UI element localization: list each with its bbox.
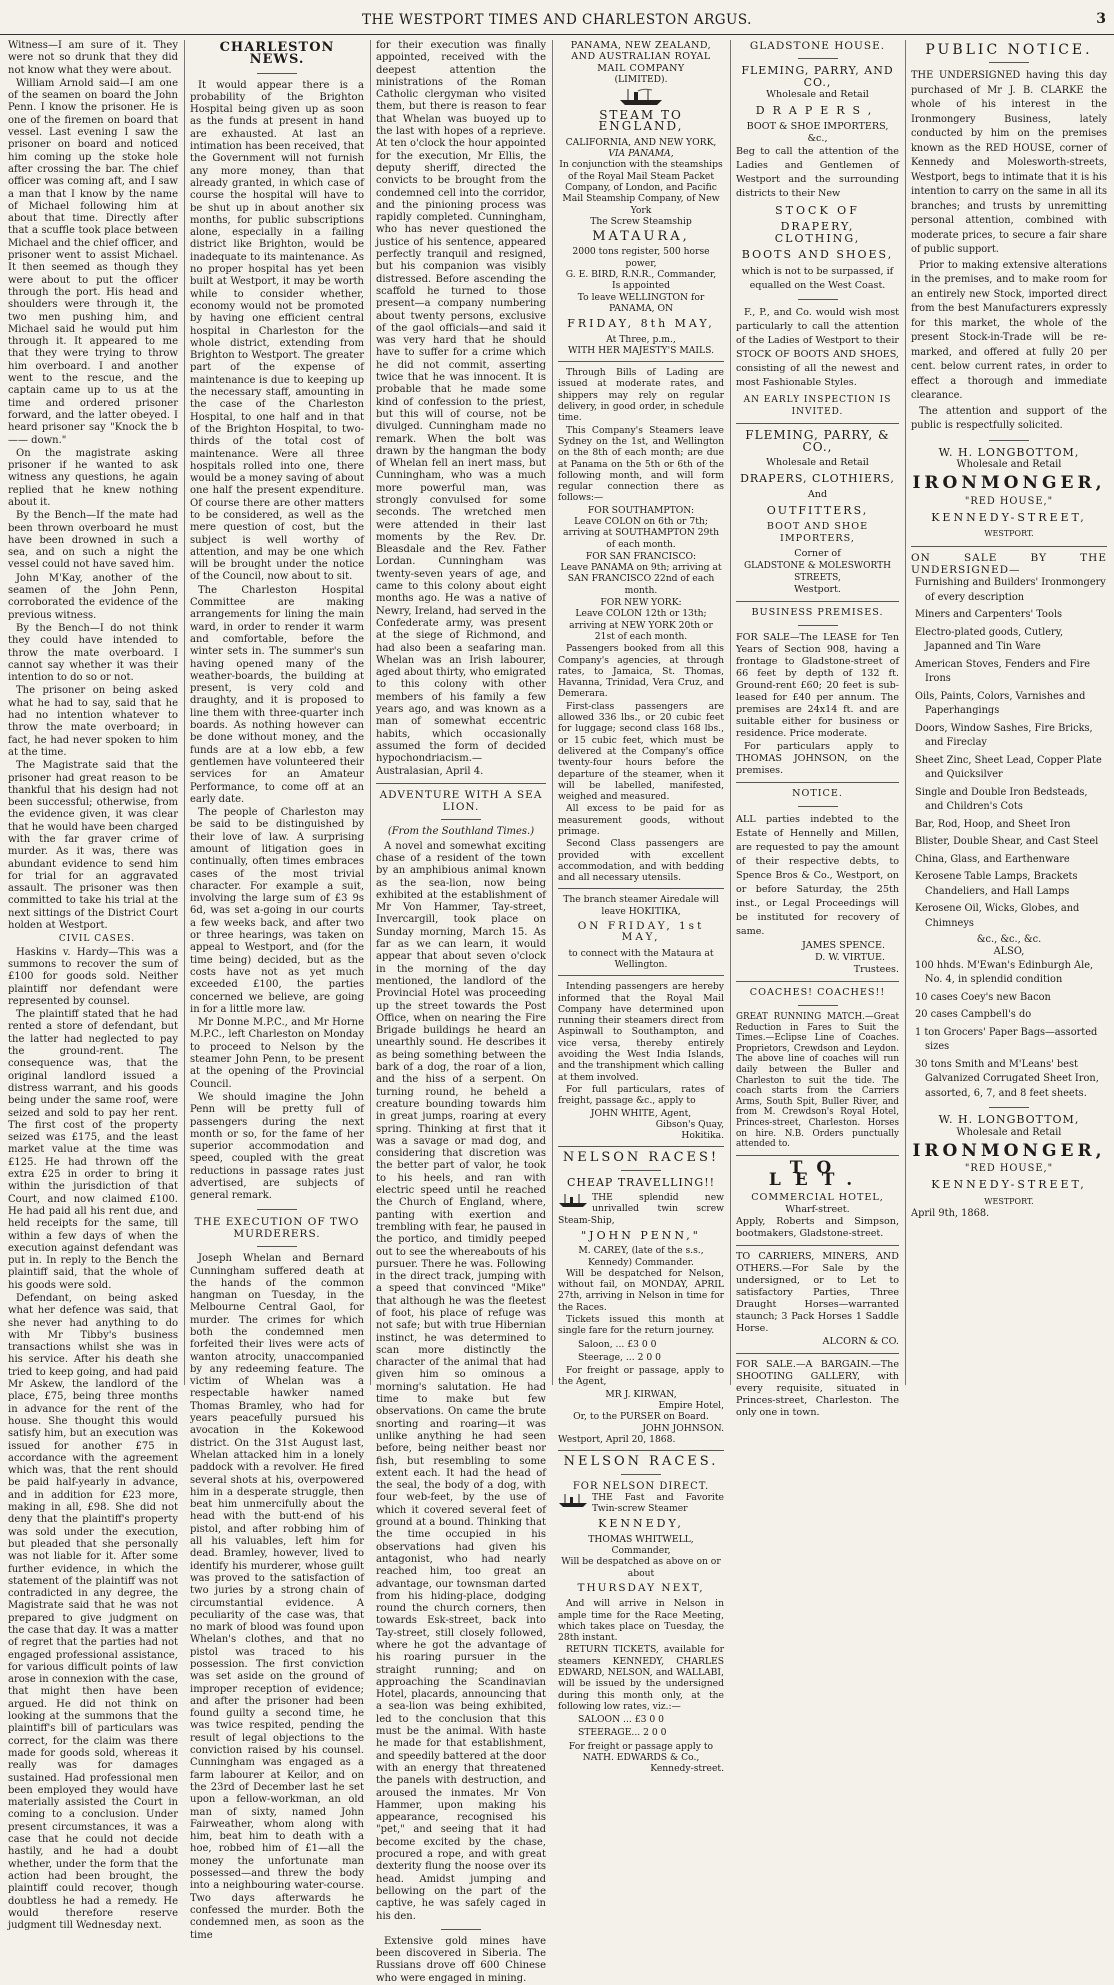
divider xyxy=(736,1353,899,1354)
agent-name: MR J. KIRWAN, xyxy=(605,1388,677,1400)
ad-line: Trustees. xyxy=(853,964,899,975)
fare-row: Saloon, ... £3 0 0 xyxy=(578,1338,657,1350)
ad-line: Wholesale and Retail xyxy=(766,457,869,468)
ship-name: MATAURA, xyxy=(592,229,690,245)
ad-heading: NELSON RACES. xyxy=(563,1454,719,1470)
ad-heading: FOR NELSON DIRECT. xyxy=(572,1480,710,1492)
ad-heading: PUBLIC NOTICE. xyxy=(925,42,1093,58)
fare-row xyxy=(578,1727,724,1738)
ad-heading: STEAM TO ENGLAND, xyxy=(598,108,684,134)
paragraph: Second Class passengers are provided with excellent accommodation, and with bedding and all necessary utensils. xyxy=(558,838,724,884)
column-execution-sealion xyxy=(376,40,546,1984)
page-number: 3 xyxy=(1096,11,1106,27)
ad-line: Corner of xyxy=(794,548,841,559)
ad-line: Kennedy-street. xyxy=(650,1763,724,1775)
paragraph: Witness—I am sure of it. They were not so drunk that they did not know what they were about. xyxy=(8,40,178,76)
ad-line: Wholesale and Retail xyxy=(956,1126,1062,1138)
sailing-date: FRIDAY, 8th MAY, xyxy=(567,317,715,331)
ad-line: For freight or passage apply to xyxy=(568,1740,714,1752)
ad-line: GLADSTONE & MOLESWORTH STREETS, xyxy=(743,561,891,583)
ad-heading: BOOTS AND SHOES, xyxy=(741,248,894,261)
fare-row: Steerage, ... 2 0 0 xyxy=(578,1351,661,1363)
ad-line: Hokitika. xyxy=(681,1130,724,1142)
ad-heading: CHEAP TRAVELLING!! xyxy=(566,1175,716,1189)
ad-line: KENNEDY-STREET, xyxy=(931,510,1087,524)
ad-line: to connect with the Mataura at Wellington. xyxy=(568,947,714,970)
ad-heading: NELSON RACES! xyxy=(562,1150,720,1166)
paragraph: By the Bench—If the mate had been thrown overboard he must have been drowned in such a sea, and on such a night the vessel could not have saved him. xyxy=(8,510,178,571)
fare-class: Steerage, xyxy=(578,1351,623,1363)
list-item: Electro-plated goods, Cutlery, Japanned and Tin Ware xyxy=(915,626,1064,653)
ad-line: Gibson's Quay, xyxy=(655,1118,724,1130)
paragraph: Intending passengers are hereby informed that the Royal Mail Company have determined upon running their steamers direct from Aspinwall to Southampton, and vice versa, thereby entirely avoiding the West India Islands, and the transhipment which calling at them involved. xyxy=(558,981,724,1083)
divider xyxy=(257,73,297,74)
signatory: JAMES SPENCE. xyxy=(801,940,885,951)
list-item: American Stoves, Fenders and Fire Irons xyxy=(915,658,1091,685)
paragraph: And will arrive in Nelson in ample time for the Race Meeting, which takes place on Tuesday, the 28th instant. xyxy=(558,1598,724,1644)
paragraph: Mr Donne M.P.C., and Mr Horne M.P.C., left Charleston on Monday to proceed to Nelson by the steamer John Penn, to be present at the opening of the Provincial Council. xyxy=(190,1017,364,1090)
paragraph: Haskins v. Hardy—This was a summons to recover the sum of £100 for goods sold. Neither plaintiff nor defendant were represented by counsel. xyxy=(8,946,178,1007)
paragraph: GREAT RUNNING MATCH.—Great Reduction in Fares to Suit the Times.—Eclipse Line of Coaches. Proprietors, Crewdson and Leydon. The above line of coaches will run daily between the Buller and Charleston to suit the tide. The coach starts from the Carriers Arms, South Spit, Buller River, and from M. Crewdson's Royal Hotel, Princes-street, Charleston. Horses on hire. N.B. Orders punctually attended to. xyxy=(736,1012,899,1150)
business-name: FLEMING, PARRY, AND CO., xyxy=(741,64,894,89)
paragraph: The prisoner on being asked what he had to say, said that he had no intention whatever to throw the mate overboard; in fact, he had never spoken to him at the time. xyxy=(8,685,178,758)
ad-line: WESTPORT. xyxy=(984,529,1034,539)
ad-line: &c., &c., &c. xyxy=(976,934,1042,946)
list-item: Kerosene Oil, Wicks, Globes, and Chimneys xyxy=(915,903,1080,929)
ad-line: M. CAREY, (late of the s.s., Kennedy) Commander. xyxy=(578,1245,704,1268)
divider xyxy=(441,819,481,820)
ad-line: Wharf-street. xyxy=(785,1203,850,1215)
ad-line: To leave WELLINGTON for PANAMA, ON xyxy=(577,291,705,314)
fare-class: Saloon, xyxy=(578,1338,613,1350)
signatory: ALCORN & CO. xyxy=(822,1335,899,1347)
article-heading: CHARLESTON NEWS. xyxy=(219,40,335,68)
ad-line: Westport. xyxy=(794,584,841,595)
ad-heading: OUTFITTERS, xyxy=(766,504,869,517)
ad-line: VIA PANAMA, xyxy=(608,148,674,160)
paragraph: FOR SALE.—A BARGAIN.—The SHOOTING GALLERY, with every requisite, situated in Princes-street, Charleston. The only one in town. xyxy=(736,1358,899,1418)
paragraph: Through Bills of Lading are issued at moderate rates, and shippers may rely on regular delivery, in good order, in schedule time. xyxy=(558,367,724,424)
ad-heading: STOCK OF xyxy=(775,204,860,217)
paragraph: A novel and somewhat exciting chase of a resident of the town by an amphibious animal known as the sea-lion, now being exhibited at the establishment of Mr Von Hammer, Tay-street, Invercargill, took place on Sunday morning, March 15. As far as we can learn, it would appear that about seven o'clock in the morning of the day mentioned, the landlord of the Provincial Hotel was proceeding up the street towards the Post Office, when on nearing the Fire Brigade buildings he heard an unearthly sound. He describes it as being something between the bark of a dog, the roar of a lion, and the hiss of a serpent. On turning round, he beheld a creature bounding towards him in great jumps, roaring at every spring. Thinking at first that it was a savage or mad dog, and considering that discretion was the better part of valor, he took to his heels, and ran with electric speed until he reached the Church of England, where, panting with exertion and trembling with fear, he paused in the portico, and timidly peeped out to see the whereabouts of his pursuer. There he was. Following in the direct track, jumping with a speed that convinced "Mike" that although he was the fleetest of foot, his place of refuge was not safe; but with true Hibernian instinct, he was determined to scan more distinctly the character of the animal that had given him so ominous a morning's salutation. He had time to make but few observations. On came the brute snorting and roaring—it was unlike anything he had seen before, being neither beast nor fish, but resembling to some extent each. It had the head of the seal, the body of a dog, with four web-feet, by the use of which it covered several feet of ground at a bound. Thinking that the time occupied in his observations had given his antagonist, who had nearly reached him, too great an advantage, our townsman darted from his hiding-place, dodging round the church corners, then towards Esk-street, back into Tay-street, still closely followed, where he got the advantage of his roaring pursuer in the straight running; and on approaching the Scandinavian Hotel, placards, announcing that a sea-lion was being exhibited, led to the conclusion that this must be the animal. With haste he made for that establishment, and speedily battered at the door with an energy that threatened the panels with destruction, and aroused the inmates. Mr Von Hammer, upon making his appearance, recognised his "pet," and seeing that it had become excited by the chase, procured a rope, and with great dexterity flung the noose over its head. Amidst jumping and bellowing on the part of the captive, he was safely caged in his den. xyxy=(376,840,546,1922)
ad-line: KENNEDY-STREET, xyxy=(931,1178,1087,1192)
fare-price: £3 0 0 xyxy=(634,1714,664,1726)
ad-heading: IRONMONGER, xyxy=(912,1140,1106,1161)
ad-line: WESTPORT. xyxy=(984,1196,1034,1206)
column-ironmonger-ads xyxy=(911,40,1107,1385)
ad-line: Is appointed xyxy=(612,280,670,292)
paragraph: ALL parties indebted to the Estate of Hennelly and Millen, are requested to pay the amount of their respective debts, to Spence Bros & Co., Westport, on or before Saturday, the 25th inst., or Legal Proceedings will be instituted for recovery of same. xyxy=(736,814,899,937)
ad-line: The branch steamer Airedale will leave HOKITIKA, xyxy=(563,894,719,917)
column-shipping-ads xyxy=(558,40,724,1775)
list-item: Doors, Window Sashes, Fire Bricks, and Fireclay xyxy=(915,722,1093,749)
ad-line: ALSO, xyxy=(993,946,1025,958)
list-item: Oils, Paints, Colors, Varnishes and Paperhangings xyxy=(915,690,1086,717)
divider xyxy=(798,299,838,300)
divider xyxy=(989,440,1029,441)
agent-name: NATH. EDWARDS & Co., xyxy=(582,1752,700,1764)
divider xyxy=(558,888,724,889)
list-item: Bar, Rod, Hoop, and Sheet Iron xyxy=(915,818,1071,830)
ship-name: KENNEDY, xyxy=(598,1517,684,1531)
company-name: PANAMA, NEW ZEALAND, AND AUSTRALIAN ROYAL MAIL COMPANY xyxy=(570,40,712,74)
route-heading: FOR SAN FRANCISCO: xyxy=(585,550,697,562)
list-item: 1 ton Grocers' Paper Bags—assorted sizes xyxy=(915,1026,1098,1053)
divider xyxy=(798,1005,838,1006)
column-rule xyxy=(905,40,906,1385)
signatory: D. W. VIRTUE. xyxy=(814,952,885,963)
ad-line: Or, to the PURSER on Board. xyxy=(573,1411,709,1423)
ad-line: Wholesale and Retail xyxy=(766,89,869,100)
list-item: Blister, Double Shear, and Cast Steel xyxy=(915,836,1099,848)
paragraph: All excess to be paid for as measurement goods, without primage. xyxy=(558,803,724,837)
section-heading: CIVIL CASES. xyxy=(58,934,136,945)
divider xyxy=(736,782,899,783)
divider xyxy=(911,546,1107,547)
paragraph: Tickets issued this month at single fare for the return journey. xyxy=(558,1313,724,1337)
ad-line: CALIFORNIA, AND NEW YORK, xyxy=(565,136,717,148)
ad-text: THE Fast and Favorite Twin-screw Steamer xyxy=(592,1491,724,1515)
paragraph xyxy=(558,1192,724,1226)
ad-heading: ON SALE BY THE UNDERSIGNED— xyxy=(911,551,1107,576)
paragraph xyxy=(558,1492,724,1515)
paragraph: Joseph Whelan and Bernard Cunningham suffered death at the hands of the common hangman on Tuesday, in the Melbourne Central Gaol, for murder. The crimes for which both the condemned men forfeited their lives were acts of wanton atrocity, unaccompanied by any redeeming feature. The victim of Whelan was a respectable hawker named Thomas Bramley, who had for years peacefully pursued his avocation in the Kokewood district. On the 31st August last, Whelan attacked him in a lonely paddock with a revolver. He fired several shots at his, overpowered him in a desperate struggle, then beat him unmercifully about the head with the butt-end of his pistol, and after robbing him of all his valuables, left him for dead. Bramley, however, lived to identify his murderer, whose guilt was proved to the satisfaction of two juries by a strong chain of circumstantial evidence. A peculiarity of the case was, that no mark of blood was found upon Whelan's clothes, and that no pistol was traced to his possession. The first conviction was set aside on the ground of improper reception of evidence; and after the prisoner had been found guilty a second time, he was twice respited, pending the result of legal objections to the conviction raised by his counsel. Cunningham was engaged as a farm labourer at Keilor, and on the 23rd of December last he set upon a fellow-workman, an old man of sixty, named John Fairweather, whom along with him, beat him to death with a hoe, robbed him of £1—all the money the unfortunate man possessed—and threw the body into a neighbouring water-course. Two days afterwards he confessed the murder. Both the condemned men, as soon as the time xyxy=(190,1253,364,1941)
divider xyxy=(989,62,1029,63)
list-item: 100 hhds. M'Ewan's Edinburgh Ale, No. 4, in splendid condition xyxy=(915,959,1094,986)
ad-line: "RED HOUSE," xyxy=(964,1163,1054,1175)
route-heading: FOR NEW YORK: xyxy=(600,597,682,609)
business-name: W. H. LONGBOTTOM, xyxy=(938,445,1080,459)
list-item: Miners and Carpenters' Tools xyxy=(915,609,1063,621)
divider xyxy=(736,1155,899,1156)
ad-line: Westport, April 20, 1868. xyxy=(558,1433,676,1445)
paragraph: F., P., and Co. would wish most particularly to call the attention of the Ladies of Westport to their STOCK OF BOOTS AND SHOES, consisting of all the newest and most Fashionable Styles. xyxy=(736,307,899,388)
paragraph: Leave PANAMA on 9th; arriving at SAN FRANCISCO 22nd of each month. xyxy=(560,562,722,596)
divider xyxy=(558,975,724,976)
ad-heading: TO LET. xyxy=(768,1157,867,1190)
agent-name: JOHN WHITE, Agent, xyxy=(590,1107,692,1119)
paragraph: Extensive gold mines have been discovered in Siberia. The Russians drove off 600 Chinese who were engaged in mining. xyxy=(376,1935,546,1984)
paragraph: This Company's Steamers leave Sydney on the 1st, and Wellington on the 8th of each month; are due at Panama on the 5th or 6th of the following month, and will form regular connection there as follows:— xyxy=(558,424,724,504)
divider xyxy=(736,423,899,424)
divider xyxy=(257,1246,297,1247)
business-name: COMMERCIAL HOTEL, xyxy=(751,1191,884,1203)
column-charleston-news xyxy=(190,40,364,1941)
business-name: W. H. LONGBOTTOM, xyxy=(938,1113,1080,1127)
divider xyxy=(257,1209,297,1210)
ad-line: Will be despatched as above on or about xyxy=(561,1556,721,1579)
ad-heading: DRAPERS, xyxy=(755,104,880,117)
divider xyxy=(736,601,899,602)
paragraph: Passengers booked from all this Company's agencies, at through rates, to Jamaica, St. Thomas, Havanna, Trinidad, Vera Cruz, and Demerara. xyxy=(558,643,724,700)
ad-line: G. E. BIRD, R.N.R., Commander, xyxy=(565,269,717,281)
ad-heading: NOTICE. xyxy=(792,788,843,799)
paragraph: We should imagine the John Penn will be pretty full of passengers during the next month or so, for the fame of her superior accommodation and speed, coupled with the great reductions in passage rates just advertised, are subjects of general remark. xyxy=(190,1091,364,1202)
fare-price: £3 0 0 xyxy=(627,1338,657,1350)
paragraph: Leave COLON 12th or 13th; arriving at NEW YORK 20th or 21st of each month. xyxy=(569,608,713,642)
paragraph: THE UNDERSIGNED having this day purchased of Mr J. B. CLARKE the whole of his interest in the Ironmongery Business, lately conducted by him on the premises known as the RED HOUSE, corner of Kennedy and Molesworth-streets, Westport, begs to intimate that it is his intention to carry on the same in all its branches; and trusts by unremitting personal attention, combined with moderate prices, to secure a fair share of public support. xyxy=(911,70,1107,256)
paragraph: which is not to be surpassed, if equalled on the West Coast. xyxy=(741,266,894,291)
paragraph: Leave COLON on 6th or 7th; arriving at SOUTHAMPTON 29th of each month. xyxy=(563,515,719,550)
paragraph: For full particulars, rates of freight, passage &c., apply to xyxy=(558,1083,724,1107)
ad-date: April 9th, 1868. xyxy=(911,1208,990,1220)
ad-line: 2000 tons register, 500 horse power, xyxy=(572,246,710,269)
ad-line: AN EARLY INSPECTION IS INVITED. xyxy=(743,395,892,417)
steamship-icon xyxy=(618,88,664,106)
ad-heading: DRAPERS, CLOTHIERS, xyxy=(740,472,895,485)
paragraph: By the Bench—I do not think they could have intended to throw the mate overboard. I cannot say whether it was their intention to do so or not. xyxy=(8,622,178,684)
paragraph: Beg to call the attention of the Ladies and Gentlemen of Westport and the surrounding districts to their New xyxy=(736,146,899,199)
ad-line: WITH HER MAJESTY'S MAILS. xyxy=(567,344,714,356)
ad-line: At Three, p.m., xyxy=(606,333,676,345)
ad-heading: BUSINESS PREMISES. xyxy=(751,607,884,618)
ad-text: THE splendid new unrivalled twin screw Steam-Ship, xyxy=(558,1192,724,1226)
paragraph: It would appear there is a probability of the Brighton Hospital being given up as soon as the funds at present in hand are exhausted. At last an intimation has been received, that the Government will not furnish any more money, than that already granted, in which case of course the hospital will have to be shut up in about another six months, for public subscriptions alone, especially in a failing district like Brighton, would be inadequate to its maintenance. As no proper hospital has yet been built at Westport, it may be worth while to consider whether, economy would not be promoted by having one efficient central hospital in Charleston for the whole district, extending from Brighton to Westport. The greater part of the expense of maintenance is due to keeping up the necessary staff, amounting in the case of the Charleston Hospital, to one half and in that of the Brighton Hospital, to two-thirds of the total cost of maintenance. Were all three hospitals rolled into one, there would be a money saving of about one half the present expenditure. Of course there are other matters to be considered, as well as the mere question of cost, but the subject is well worthy of attention, and may be one which will be brought under the notice of the Council, now about to sit. xyxy=(190,79,364,583)
divider xyxy=(621,1170,661,1171)
divider xyxy=(798,58,838,59)
divider xyxy=(736,981,899,982)
column-court-report xyxy=(8,40,178,1932)
paragraph: Defendant, on being asked what her defence was said, that she never had anything to do with Mr Tibby's business transactions whilst she was in his service. After his death she tried to keep going, and had paid Mr Askew, the landlord of the place, £75, being three months in advance for the rent of the house. She thought this would satisfy him, but an execution was issued for another £75 in accordance with the agreement which was, that the rent should be paid half-yearly in advance, and in addition for £23 more, making in all, £98. She did not deny that the plaintiff's property was sold under the execution, but pleaded that she personally was not liable for it. After some further evidence, in which the statement of the plaintiff was not contradicted in any degree, the Magistrate said that he was not prepared to give judgment on the case that day. It was a matter of regret that the parties had not engaged professional assistance, for various difficult points of law arose in connexion with the case, that might then have been argued. He did not think on looking at the summons that the plaintiff's bill of particulars was correct, for the claim was there made for goods sold, whereas it really was for damages sustained. Had professional men been employed they would have materially assisted the Court in coming to a conclusion. Under present circumstances, it was a case that he could not decide hastily, and he had a doubt whether, under the form that the action had been brought, the plaintiff could recover, though doubtless he had a remedy. He would therefore reserve judgment till Wednesday next. xyxy=(8,1292,178,1932)
paragraph: The attention and support of the public is respectfully solicited. xyxy=(911,405,1107,432)
column-rule xyxy=(730,40,731,1385)
fare-class: SALOON ... xyxy=(578,1714,632,1726)
paragraph: William Arnold said—I am one of the seamen on board the John Penn. I know the prisoner. He is one of the firemen on board that vessel. Last evening I saw the prisoner on board and noticed him coming up the stoke hole after crossing the bar. The chief officer was coming aft, and I saw a man that I know by the name of Michael following him at about that time. Directly after that a scuffle took place between Michael and the chief officer, and prisoner went to assist Michael. It then seemed as though they were about to put the officer through the port. His head and shoulders were through it, the two men pushing him, and Michael said he would put him through it. It appeared to me that they were trying to throw him overboard. I and another went to the rescue, and the captain came up to us at the time and ordered prisoner forward, and the latter obeyed. I heard prisoner say "Knock the b—— down." xyxy=(8,77,178,446)
divider xyxy=(441,1929,481,1930)
list-item: 20 cases Campbell's do xyxy=(915,1009,1032,1021)
ship-name: "JOHN PENN," xyxy=(581,1228,701,1242)
column-rule xyxy=(184,40,185,1385)
fare-row xyxy=(578,1714,724,1725)
list-item: Kerosene Table Lamps, Brackets Chandeliers, and Hall Lamps xyxy=(915,871,1078,897)
divider xyxy=(798,625,838,626)
column-rule xyxy=(552,40,553,1385)
fare-price: 2 0 0 xyxy=(643,1727,667,1739)
paragraph: Apply, Roberts and Simpson, bootmakers, Gladstone-street. xyxy=(736,1215,899,1239)
business-name: FLEMING, PARRY, & CO., xyxy=(745,428,890,454)
steamship-icon xyxy=(558,1194,588,1208)
fare-price: 2 0 0 xyxy=(637,1351,661,1363)
column-rule xyxy=(370,40,371,1385)
paragraph: Will be despatched for Nelson, without fail, on MONDAY, APRIL 27th, arriving in Nelson in time for the Races. xyxy=(558,1267,724,1313)
newspaper-title: THE WESTPORT TIMES AND CHARLESTON ARGUS. xyxy=(362,12,752,28)
list-item: Sheet Zinc, Sheet Lead, Copper Plate and Quicksilver xyxy=(915,754,1102,781)
ad-heading: COACHES! COACHES!! xyxy=(749,987,886,998)
paragraph: The Magistrate said that the prisoner had great reason to be thankful that his design had not been successful; otherwise, from the evidence given, it was clear that he would have been charged with the far graver crime of murder. As it was, there was abundant evidence to send him for trial for an aggravated assault. The prisoner was then committed to take his trial at the next sittings of the District Court holden at Westport. xyxy=(8,760,178,932)
paragraph: For particulars apply to THOMAS JOHNSON, on the premises. xyxy=(736,741,899,776)
company-limited: (LIMITED). xyxy=(614,73,668,85)
ad-line: Wholesale and Retail xyxy=(956,459,1062,471)
ad-line: THOMAS WHITWELL, Commander, xyxy=(588,1533,694,1557)
list-item: China, Glass, and Earthenware xyxy=(915,853,1070,865)
paragraph: The Charleston Hospital Committee are making arrangements for lining the main ward, in order to render it warm and comfortable, before the winter sets in. The summer's sun having opened many of the weather-boards, the building at present, is very cold and draughty, and it is proposed to line them with three-quarter inch boards. As nothing however can be done without money, and the funds are at a low ebb, a few gentlemen have volunteered their services for an Amateur Performance, to come off at an early date. xyxy=(190,584,364,805)
fare-class: STEERAGE... xyxy=(578,1727,641,1739)
ad-line: The Screw Steamship xyxy=(590,215,692,227)
divider xyxy=(376,783,546,784)
divider xyxy=(558,1146,724,1147)
steamship-icon xyxy=(558,1494,588,1508)
divider xyxy=(558,1450,724,1451)
divider xyxy=(621,1474,661,1475)
paragraph: For freight or passage, apply to the Agent, xyxy=(558,1365,724,1388)
ad-line: Empire Hotel, xyxy=(658,1400,724,1412)
column-drapery-ads xyxy=(736,40,899,1418)
divider xyxy=(736,1245,899,1246)
ad-line: In conjunction with the steamships of the Royal Mail Steam Packet Company, of London, and Pacific Mail Steamship Company, of New York xyxy=(559,159,723,216)
paragraph: FOR SALE—The LEASE for Ten Years of Section 908, having a frontage to Gladstone-street of 66 feet by depth of 132 ft. Ground-rent £60; 20 feet is sub-leased for £40 per annum. The premises are 24x14 ft. and are suitable either for business or residence. Price moderate. xyxy=(736,632,899,739)
paragraph: The people of Charleston may be said to be distinguished by their love of law. A surprising amount of litigation goes in continually, often times embraces cases of the most trivial character. For example a suit, involving the large sum of £3 9s 6d, was set a-going in our courts a few weeks back, and after two or three hearings, was taken on appeal to Westport, and (for the time being) decided, but as the costs have not as yet much exceeded £100, the parties concerned we believe, are going in for a little more law. xyxy=(190,807,364,1015)
paragraph: John M'Kay, another of the seamen of the John Penn, corroborated the evidence of the previous witness. xyxy=(8,572,178,621)
sailing-date: ON FRIDAY, 1st MAY, xyxy=(577,920,705,944)
list-item: 30 tons Smith and M'Leans' best Galvanized Corrugated Sheet Iron, assorted, 6, 7, and 8 feet sheets. xyxy=(915,1058,1099,1099)
masthead xyxy=(0,8,1114,35)
ad-line: And xyxy=(807,489,828,500)
stock-list xyxy=(911,576,1107,931)
article-heading: ADVENTURE WITH A SEA LION. xyxy=(379,788,543,814)
paragraph: for their execution was finally appointed, received with the deepest attention the ministrations of the Roman Catholic clergyman who visited them, but there is reason to fear that Whelan was buoyed up to the last with hopes of a reprieve. At ten o'clock the hour appointed for the execution, Mr Ellis, the deputy sheriff, directed the convicts to be brought from the condemned cell into the corridor, and the pinioning process was rapidly completed. Cunningham, who has never questioned the justice of his sentence, appeared perfectly tranquil and resigned, but his companion was visibly distressed. Before ascending the scaffold he turned to those present—a company numbering about twenty persons, exclusive of the gaol officials—and said it was very hard that he should have to suffer for a crime which he did not commit, asserting twice that he was innocent. It is probable that he made some kind of confession to the priest, but this will of course, not be divulged. Cunningham made no remark. When the bolt was drawn by the hangman the body of Whelan fell an inert mass, but Cunningham, who was a much more powerful man, was strongly convulsed for some seconds. The wretched men were attended in their last moments by the Rev. Dr. Bleasdale and the Rev. Father Lordan. Cunningham was twenty-seven years of age, and came to this colony about eight months ago. He was a native of Newry, Ireland, had served in the Confederate army, was present at the siege of Richmond, and had also been a seafaring man. Whelan was an Irish labourer, aged about thirty, who emigrated to this colony with other members of his family a few years ago, and was known as a man of somewhat eccentric habits, which occasionally assumed the form of decided hypochondriacism.—Australasian, April 4. xyxy=(376,40,546,777)
ad-heading: IRONMONGER, xyxy=(912,473,1106,494)
list-item: Furnishing and Builders' Ironmongery of every description xyxy=(915,577,1106,603)
divider xyxy=(798,806,838,807)
ad-line: BOOT AND SHOE IMPORTERS, xyxy=(766,521,869,544)
divider xyxy=(989,1107,1029,1108)
route-heading: FOR SOUTHAMPTON: xyxy=(587,504,695,516)
paragraph: TO CARRIERS, MINERS, AND OTHERS.—For Sale by the undersigned, or to Let to satisfactory Parties, Three Draught Horses—warranted staunch; 3 Pack Horses 1 Saddle Horse. xyxy=(736,1250,899,1334)
ad-line: BOOT & SHOE IMPORTERS, &c., xyxy=(746,121,889,144)
ad-heading: DRAPERY, CLOTHING, xyxy=(774,220,861,245)
article-source: (From the Southland Times.) xyxy=(387,826,535,838)
list-item: Single and Double Iron Bedsteads, and Children's Cots xyxy=(915,786,1088,813)
paragraph: On the magistrate asking prisoner if he wanted to ask witness any questions, he again replied that he knew nothing about it. xyxy=(8,447,178,508)
paragraph: The plaintiff stated that he had rented a store of defendant, but the latter had neglected to pay the ground-rent. The consequence was, that the original landlord issued a distress warrant, and his goods being under the same roof, were seized and sold to pay her rent. The first cost of the property seized was £175, and the least market value at the time was £125. He had thrown off the extra £25 in order to bring it within the jurisdiction of that Court, and now claimed £100. He had paid all his rent due, and held receipts for the same, till within a few days of when the execution against defendant was put in. In reply to the Bench the plaintiff said, that the whole of his goods were sold. xyxy=(8,1009,178,1291)
paragraph: RETURN TICKETS, available for steamers KENNEDY, CHARLES EDWARD, NELSON, and WALLABI, will be issued by the undersigned during this month only, at the following low rates, viz.:— xyxy=(558,1644,724,1712)
paragraph: First-class passengers are allowed 336 lbs., or 20 cubic feet for luggage; second class 168 lbs., or 15 cubic feet, which must be delivered at the Company's office twenty-four hours before the departure of the steamer, when it will be labelled, manifested, weighed and measured. xyxy=(558,700,724,803)
list-item: 10 cases Coey's new Bacon xyxy=(915,991,1051,1003)
article-heading: THE EXECUTION OF TWO MURDERERS. xyxy=(194,1215,360,1240)
stock-list xyxy=(911,959,1107,1102)
ad-heading: GLADSTONE HOUSE. xyxy=(749,40,886,52)
ad-line: "RED HOUSE," xyxy=(964,495,1054,507)
sailing-date: THURSDAY NEXT, xyxy=(577,1581,705,1594)
divider xyxy=(558,361,724,362)
ad-line: JOHN JOHNSON. xyxy=(642,1422,724,1434)
paragraph: Prior to making extensive alterations in the premises, and to make room for an entirely new Stock, imported direct from the best Manufacturers expressly for this market, the whole of the present Stock-in-Trade will be re-marked, and offered at fully 20 per cent. below current rates, in order to effect a thorough and immediate clearance. xyxy=(911,259,1107,402)
